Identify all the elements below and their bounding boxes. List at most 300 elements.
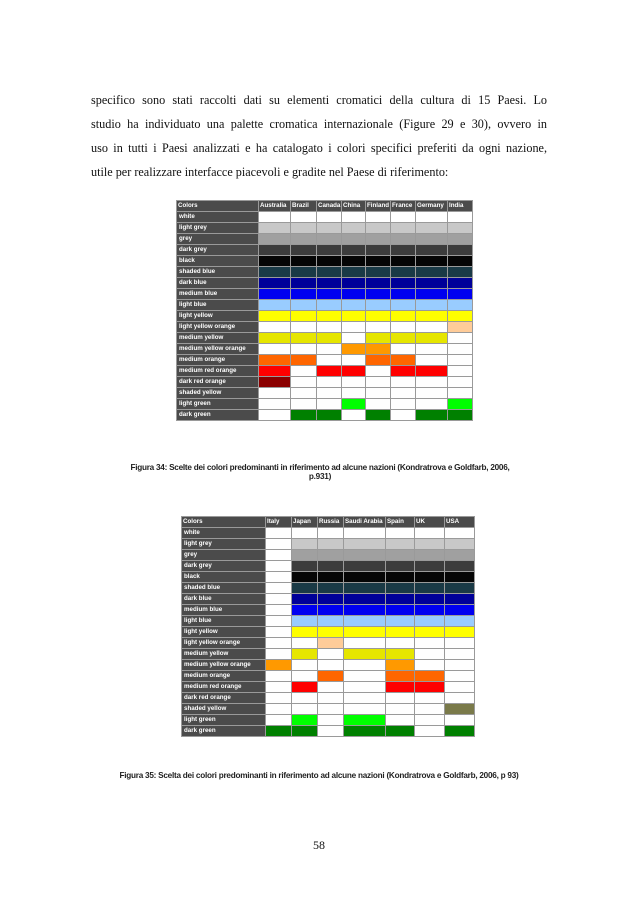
color-swatch-cell xyxy=(445,539,475,550)
table-row xyxy=(182,528,475,539)
color-swatch-cell xyxy=(386,671,415,682)
color-swatch-cell xyxy=(317,311,342,322)
color-swatch-cell xyxy=(317,289,342,300)
color-swatch-cell xyxy=(291,278,317,289)
color-swatch-cell xyxy=(291,212,317,223)
color-swatch-cell xyxy=(266,660,292,671)
color-swatch-cell xyxy=(344,627,386,638)
color-swatch-cell xyxy=(445,660,475,671)
color-swatch-cell xyxy=(391,212,416,223)
table-row xyxy=(177,344,473,355)
country-header: Saudi Arabia xyxy=(344,517,386,528)
color-label: medium red orange xyxy=(177,366,259,377)
figure-35-caption: Figura 35: Scelta dei colori predominanti in riferimento ad alcune nazioni (Kondratrova e Goldfarb, 2006, p 93) xyxy=(119,771,519,780)
country-header: China xyxy=(342,201,366,212)
table-row xyxy=(177,212,473,223)
color-swatch-cell xyxy=(386,660,415,671)
color-swatch-cell xyxy=(266,528,292,539)
color-swatch-cell xyxy=(416,300,448,311)
color-label: white xyxy=(182,528,266,539)
color-swatch-cell xyxy=(448,267,473,278)
color-swatch-cell xyxy=(344,704,386,715)
color-swatch-cell xyxy=(386,605,415,616)
country-header: USA xyxy=(445,517,475,528)
color-label: shaded blue xyxy=(177,267,259,278)
color-swatch-cell xyxy=(266,561,292,572)
color-swatch-cell xyxy=(415,649,445,660)
country-header: Japan xyxy=(292,517,318,528)
color-swatch-cell xyxy=(366,377,391,388)
color-swatch-cell xyxy=(448,377,473,388)
color-swatch-cell xyxy=(344,638,386,649)
color-swatch-cell xyxy=(366,212,391,223)
color-swatch-cell xyxy=(318,638,344,649)
color-swatch-cell xyxy=(386,539,415,550)
color-swatch-cell xyxy=(445,649,475,660)
color-swatch-cell xyxy=(416,256,448,267)
country-header: India xyxy=(448,201,473,212)
color-swatch-cell xyxy=(259,278,291,289)
table-row xyxy=(182,671,475,682)
color-swatch-cell xyxy=(366,311,391,322)
color-swatch-cell xyxy=(292,583,318,594)
table-header-row xyxy=(182,517,475,528)
color-label: dark blue xyxy=(182,594,266,605)
color-swatch-cell xyxy=(342,267,366,278)
color-swatch-cell xyxy=(366,267,391,278)
table-row xyxy=(182,539,475,550)
color-swatch-cell xyxy=(318,616,344,627)
color-swatch-cell xyxy=(445,715,475,726)
color-swatch-cell xyxy=(344,572,386,583)
color-swatch-cell xyxy=(342,256,366,267)
color-swatch-cell xyxy=(391,399,416,410)
color-swatch-cell xyxy=(259,289,291,300)
color-swatch-cell xyxy=(445,605,475,616)
color-swatch-cell xyxy=(342,410,366,421)
color-swatch-cell xyxy=(317,344,342,355)
color-label: medium red orange xyxy=(182,682,266,693)
color-swatch-cell xyxy=(318,528,344,539)
table-row xyxy=(177,311,473,322)
color-label: light grey xyxy=(177,223,259,234)
color-swatch-cell xyxy=(416,410,448,421)
color-swatch-cell xyxy=(448,300,473,311)
color-swatch-cell xyxy=(448,344,473,355)
color-swatch-cell xyxy=(344,528,386,539)
color-swatch-cell xyxy=(318,627,344,638)
color-swatch-cell xyxy=(415,715,445,726)
page-number: 58 xyxy=(313,838,325,852)
color-swatch-cell xyxy=(318,572,344,583)
color-swatch-cell xyxy=(259,333,291,344)
color-swatch-cell xyxy=(391,377,416,388)
color-swatch-cell xyxy=(391,355,416,366)
color-swatch-cell xyxy=(391,234,416,245)
color-swatch-cell xyxy=(292,660,318,671)
color-swatch-cell xyxy=(445,627,475,638)
color-swatch-cell xyxy=(291,245,317,256)
color-swatch-cell xyxy=(318,550,344,561)
color-swatch-cell xyxy=(415,572,445,583)
color-swatch-cell xyxy=(292,649,318,660)
table-row xyxy=(177,289,473,300)
table-row xyxy=(177,300,473,311)
color-swatch-cell xyxy=(415,594,445,605)
color-swatch-cell xyxy=(317,223,342,234)
color-swatch-cell xyxy=(259,399,291,410)
table-row xyxy=(177,267,473,278)
color-swatch-cell xyxy=(366,234,391,245)
table-row xyxy=(177,223,473,234)
color-swatch-cell xyxy=(317,333,342,344)
color-swatch-cell xyxy=(391,344,416,355)
color-swatch-cell xyxy=(266,671,292,682)
color-swatch-cell xyxy=(266,539,292,550)
table-row xyxy=(177,322,473,333)
color-swatch-cell xyxy=(318,671,344,682)
color-swatch-cell xyxy=(386,594,415,605)
paragraph-line: studio ha individuato una palette cromatica internazionale (Figure 29 e 30), ovvero in xyxy=(91,117,547,131)
color-label: dark red orange xyxy=(177,377,259,388)
color-label: dark blue xyxy=(177,278,259,289)
color-swatch-cell xyxy=(318,693,344,704)
color-swatch-cell xyxy=(292,528,318,539)
table-row xyxy=(177,355,473,366)
color-swatch-cell xyxy=(292,605,318,616)
color-swatch-cell xyxy=(292,627,318,638)
color-swatch-cell xyxy=(391,388,416,399)
color-swatch-cell xyxy=(292,693,318,704)
color-swatch-cell xyxy=(386,583,415,594)
table-row xyxy=(182,649,475,660)
color-swatch-cell xyxy=(366,245,391,256)
color-swatch-cell xyxy=(291,388,317,399)
color-swatch-cell xyxy=(416,322,448,333)
color-swatch-cell xyxy=(266,693,292,704)
color-swatch-cell xyxy=(259,355,291,366)
color-swatch-cell xyxy=(416,311,448,322)
color-label: light yellow xyxy=(182,627,266,638)
color-swatch-cell xyxy=(342,212,366,223)
table-header-row xyxy=(177,201,473,212)
color-swatch-cell xyxy=(386,616,415,627)
table-row xyxy=(182,682,475,693)
color-swatch-cell xyxy=(344,715,386,726)
color-swatch-cell xyxy=(342,377,366,388)
color-swatch-cell xyxy=(266,583,292,594)
color-swatch-cell xyxy=(415,561,445,572)
color-swatch-cell xyxy=(318,660,344,671)
color-swatch-cell xyxy=(259,410,291,421)
color-label: shaded yellow xyxy=(177,388,259,399)
color-swatch-cell xyxy=(291,223,317,234)
country-header: Spain xyxy=(386,517,415,528)
color-swatch-cell xyxy=(259,267,291,278)
color-swatch-cell xyxy=(291,333,317,344)
color-label: light blue xyxy=(182,616,266,627)
color-swatch-cell xyxy=(259,322,291,333)
color-swatch-cell xyxy=(415,539,445,550)
color-swatch-cell xyxy=(448,256,473,267)
color-swatch-cell xyxy=(386,726,415,737)
color-label: dark grey xyxy=(182,561,266,572)
color-swatch-cell xyxy=(416,234,448,245)
color-swatch-cell xyxy=(342,245,366,256)
color-swatch-cell xyxy=(416,399,448,410)
color-swatch-cell xyxy=(366,355,391,366)
color-swatch-cell xyxy=(448,311,473,322)
table-row xyxy=(182,693,475,704)
color-label: medium blue xyxy=(177,289,259,300)
color-swatch-cell xyxy=(318,539,344,550)
color-swatch-cell xyxy=(386,550,415,561)
color-swatch-cell xyxy=(416,245,448,256)
color-swatch-cell xyxy=(292,715,318,726)
color-swatch-cell xyxy=(292,671,318,682)
table-row xyxy=(182,726,475,737)
colors-header: Colors xyxy=(177,201,259,212)
color-swatch-cell xyxy=(344,660,386,671)
color-swatch-cell xyxy=(416,388,448,399)
color-label: medium yellow xyxy=(182,649,266,660)
color-swatch-cell xyxy=(366,256,391,267)
color-swatch-cell xyxy=(416,223,448,234)
color-swatch-cell xyxy=(366,410,391,421)
color-swatch-cell xyxy=(292,704,318,715)
color-swatch-cell xyxy=(391,300,416,311)
color-swatch-cell xyxy=(445,638,475,649)
color-swatch-cell xyxy=(391,333,416,344)
color-swatch-cell xyxy=(445,693,475,704)
color-swatch-cell xyxy=(259,245,291,256)
color-swatch-cell xyxy=(317,278,342,289)
color-swatch-cell xyxy=(366,366,391,377)
color-swatch-cell xyxy=(259,223,291,234)
color-swatch-cell xyxy=(291,355,317,366)
color-swatch-cell xyxy=(415,682,445,693)
color-label: black xyxy=(182,572,266,583)
table-row xyxy=(182,715,475,726)
color-label: light green xyxy=(177,399,259,410)
color-swatch-cell xyxy=(366,289,391,300)
color-label: medium orange xyxy=(182,671,266,682)
color-swatch-cell xyxy=(416,344,448,355)
color-label: medium yellow xyxy=(177,333,259,344)
color-swatch-cell xyxy=(266,605,292,616)
color-swatch-cell xyxy=(342,344,366,355)
color-label: grey xyxy=(177,234,259,245)
color-swatch-cell xyxy=(448,333,473,344)
color-swatch-cell xyxy=(415,671,445,682)
color-swatch-cell xyxy=(391,223,416,234)
color-swatch-cell xyxy=(342,223,366,234)
color-swatch-cell xyxy=(391,322,416,333)
color-swatch-cell xyxy=(344,594,386,605)
table-row xyxy=(177,366,473,377)
color-swatch-cell xyxy=(317,245,342,256)
color-swatch-cell xyxy=(291,267,317,278)
color-swatch-cell xyxy=(292,550,318,561)
figure-35-color-table xyxy=(181,516,475,737)
color-swatch-cell xyxy=(344,693,386,704)
color-swatch-cell xyxy=(448,322,473,333)
color-swatch-cell xyxy=(416,377,448,388)
color-swatch-cell xyxy=(391,366,416,377)
color-swatch-cell xyxy=(445,528,475,539)
color-swatch-cell xyxy=(445,594,475,605)
color-swatch-cell xyxy=(415,528,445,539)
color-swatch-cell xyxy=(266,550,292,561)
color-swatch-cell xyxy=(266,616,292,627)
color-swatch-cell xyxy=(416,278,448,289)
color-swatch-cell xyxy=(415,693,445,704)
color-label: grey xyxy=(182,550,266,561)
color-swatch-cell xyxy=(266,649,292,660)
country-header: France xyxy=(391,201,416,212)
color-swatch-cell xyxy=(416,333,448,344)
country-header: Germany xyxy=(416,201,448,212)
color-label: light yellow orange xyxy=(177,322,259,333)
color-swatch-cell xyxy=(415,726,445,737)
color-preference-table xyxy=(181,516,475,737)
caption-line: p.931) xyxy=(308,472,332,481)
colors-header: Colors xyxy=(182,517,266,528)
color-swatch-cell xyxy=(386,638,415,649)
color-swatch-cell xyxy=(259,300,291,311)
color-swatch-cell xyxy=(266,572,292,583)
country-header: Italy xyxy=(266,517,292,528)
color-label: medium yellow orange xyxy=(177,344,259,355)
color-swatch-cell xyxy=(366,344,391,355)
color-swatch-cell xyxy=(448,278,473,289)
table-row xyxy=(182,616,475,627)
color-swatch-cell xyxy=(445,550,475,561)
paragraph-line: utile per realizzare interfacce piacevoli e gradite nel Paese di riferimento: xyxy=(91,165,449,179)
color-label: black xyxy=(177,256,259,267)
color-swatch-cell xyxy=(317,256,342,267)
color-swatch-cell xyxy=(292,594,318,605)
color-swatch-cell xyxy=(386,528,415,539)
country-header: Australia xyxy=(259,201,291,212)
color-swatch-cell xyxy=(317,366,342,377)
color-swatch-cell xyxy=(266,627,292,638)
color-swatch-cell xyxy=(259,388,291,399)
color-swatch-cell xyxy=(318,715,344,726)
color-swatch-cell xyxy=(291,344,317,355)
color-swatch-cell xyxy=(266,638,292,649)
color-swatch-cell xyxy=(344,649,386,660)
caption-line: Figura 34: Scelte dei colori predominanti in riferimento ad alcune nazioni (Kondratrova e Goldfarb, 2006, xyxy=(130,463,510,472)
table-row xyxy=(177,234,473,245)
color-swatch-cell xyxy=(342,355,366,366)
color-swatch-cell xyxy=(366,278,391,289)
color-label: dark grey xyxy=(177,245,259,256)
color-swatch-cell xyxy=(342,366,366,377)
color-swatch-cell xyxy=(344,539,386,550)
color-swatch-cell xyxy=(448,355,473,366)
color-label: light blue xyxy=(177,300,259,311)
color-swatch-cell xyxy=(342,311,366,322)
color-swatch-cell xyxy=(416,355,448,366)
color-swatch-cell xyxy=(292,572,318,583)
color-swatch-cell xyxy=(416,289,448,300)
color-swatch-cell xyxy=(291,300,317,311)
color-swatch-cell xyxy=(386,682,415,693)
color-swatch-cell xyxy=(344,682,386,693)
color-swatch-cell xyxy=(342,388,366,399)
color-swatch-cell xyxy=(366,399,391,410)
color-swatch-cell xyxy=(415,638,445,649)
color-swatch-cell xyxy=(342,278,366,289)
color-swatch-cell xyxy=(342,234,366,245)
table-row xyxy=(177,256,473,267)
color-swatch-cell xyxy=(344,550,386,561)
color-swatch-cell xyxy=(386,572,415,583)
color-swatch-cell xyxy=(317,399,342,410)
color-swatch-cell xyxy=(259,311,291,322)
table-row xyxy=(177,388,473,399)
color-swatch-cell xyxy=(391,245,416,256)
table-row xyxy=(182,561,475,572)
country-header: Brazil xyxy=(291,201,317,212)
color-swatch-cell xyxy=(391,311,416,322)
color-swatch-cell xyxy=(366,333,391,344)
color-swatch-cell xyxy=(448,212,473,223)
color-swatch-cell xyxy=(342,333,366,344)
color-swatch-cell xyxy=(291,399,317,410)
color-swatch-cell xyxy=(366,388,391,399)
table-row xyxy=(182,594,475,605)
color-label: white xyxy=(177,212,259,223)
color-label: medium blue xyxy=(182,605,266,616)
color-swatch-cell xyxy=(386,561,415,572)
color-swatch-cell xyxy=(318,704,344,715)
color-swatch-cell xyxy=(415,550,445,561)
table-row xyxy=(177,245,473,256)
country-header: Russia xyxy=(318,517,344,528)
color-swatch-cell xyxy=(318,594,344,605)
color-swatch-cell xyxy=(386,649,415,660)
color-label: dark green xyxy=(182,726,266,737)
color-swatch-cell xyxy=(391,410,416,421)
color-swatch-cell xyxy=(448,366,473,377)
table-row xyxy=(177,278,473,289)
color-swatch-cell xyxy=(291,322,317,333)
color-swatch-cell xyxy=(266,715,292,726)
color-swatch-cell xyxy=(445,616,475,627)
color-swatch-cell xyxy=(445,561,475,572)
color-swatch-cell xyxy=(344,583,386,594)
color-swatch-cell xyxy=(386,627,415,638)
table-row xyxy=(182,572,475,583)
table-row xyxy=(177,399,473,410)
color-swatch-cell xyxy=(386,704,415,715)
color-swatch-cell xyxy=(415,660,445,671)
color-swatch-cell xyxy=(416,366,448,377)
color-swatch-cell xyxy=(415,583,445,594)
color-swatch-cell xyxy=(342,322,366,333)
color-swatch-cell xyxy=(416,212,448,223)
color-swatch-cell xyxy=(317,300,342,311)
color-swatch-cell xyxy=(342,289,366,300)
paragraph-line: uso in tutti i Paesi analizzati e ha catalogato i colori specifici preferiti da ogni nazione, xyxy=(91,141,547,155)
table-row xyxy=(182,550,475,561)
color-swatch-cell xyxy=(448,388,473,399)
country-header: Canada xyxy=(317,201,342,212)
paragraph-line: specifico sono stati raccolti dati su elementi cromatici della cultura di 15 Paesi. Lo xyxy=(91,93,547,107)
color-swatch-cell xyxy=(391,289,416,300)
